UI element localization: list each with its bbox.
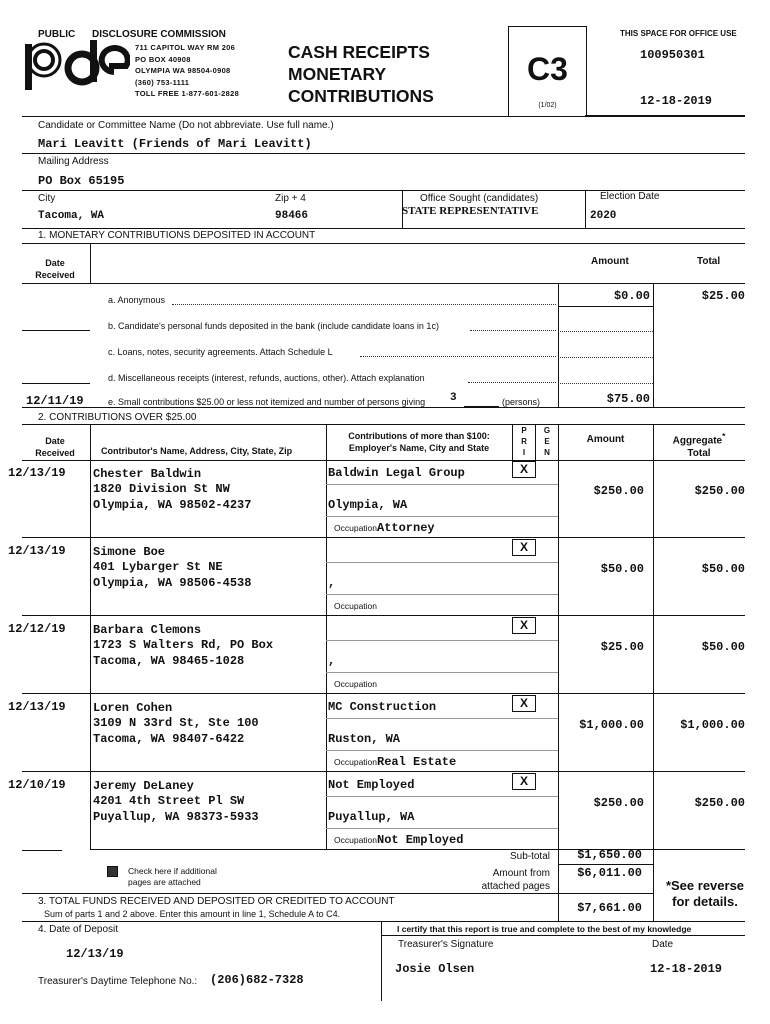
office-sought-label: Office Sought (candidates) [420, 193, 539, 204]
contribution-amount: $250.00 [593, 484, 644, 498]
pri-gen-checkbox[interactable]: X [512, 773, 536, 790]
additional-pages-label-line1: Check here if additional [128, 866, 217, 876]
contribution-amount: $1,000.00 [579, 718, 644, 732]
section2-title: 2. CONTRIBUTIONS OVER $25.00 [38, 412, 197, 423]
candidate-name-label: Candidate or Committee Name (Do not abbreviate. Use full name.) [38, 120, 334, 131]
contributor-city: Tacoma, WA 98465-1028 [93, 654, 245, 668]
mailing-address: PO Box 65195 [38, 174, 125, 188]
contribution-amount: $50.00 [600, 562, 644, 576]
pri-gen-checkbox[interactable]: X [512, 695, 536, 712]
office-sought-value: STATE REPRESENTATIVE [402, 205, 539, 217]
contributor-name: Simone Boe [93, 545, 166, 559]
address-line: (360) 753-1111 [135, 77, 190, 87]
occupation-value: Attorney [377, 521, 435, 535]
office-number: 100950301 [640, 48, 705, 62]
pri-gen-checkbox[interactable]: X [512, 539, 536, 556]
attached-pages-amount: $6,011.00 [577, 866, 642, 880]
address-line: 711 CAPITOL WAY RM 206 [135, 43, 236, 52]
additional-pages-label [128, 866, 217, 888]
aggregate-header-line2: Total [687, 448, 711, 460]
mailing-address-label: Mailing Address [38, 156, 109, 167]
city-value: Tacoma, WA [38, 210, 105, 222]
pdc-logo-icon [22, 38, 130, 90]
election-date-label: Election Date [600, 191, 660, 202]
form-title-line: CONTRIBUTIONS [288, 86, 434, 106]
contributor-city: Puyallup, WA 98373-5933 [93, 810, 259, 824]
occupation-label: Occupation [334, 835, 377, 845]
employer-header-line2: Employer's Name, City and State [348, 443, 490, 453]
pri-header: P R I [521, 426, 527, 457]
occupation-value: Not Employed [377, 833, 464, 847]
section1-title: 1. MONETARY CONTRIBUTIONS DEPOSITED IN ACCOUNT [38, 230, 316, 241]
contributor-city: Olympia, WA 98502-4237 [93, 498, 252, 512]
occupation-value: Real Estate [377, 755, 457, 769]
aggregate-header [653, 430, 745, 460]
section1-total: $25.00 [701, 289, 745, 303]
aggregate-total: $1,000.00 [680, 718, 745, 732]
phone-number: (206)682-7328 [210, 973, 304, 987]
employer-name: Baldwin Legal Group [328, 466, 465, 480]
occupation-field [334, 752, 456, 770]
line-e-persons: 3 [450, 392, 457, 404]
contributor-street: 1723 S Walters Rd, PO Box [93, 638, 274, 652]
contribution-date: 12/13/19 [8, 700, 66, 714]
address-line: TOLL FREE 1-877-601-2828 [135, 89, 240, 98]
line-c-label: c. Loans, notes, security agreements. Attach Schedule L [108, 347, 333, 357]
employer-city: Puyallup, WA [328, 810, 415, 824]
see-reverse-note [655, 878, 755, 910]
contribution-amount: $250.00 [593, 796, 644, 810]
pri-gen-checkbox[interactable]: X [512, 461, 536, 478]
phone-label: Treasurer's Daytime Telephone No.: [38, 976, 198, 987]
section3-title: 3. TOTAL FUNDS RECEIVED AND DEPOSITED OR CREDITED TO ACCOUNT [38, 896, 395, 907]
employer-name: MC Construction [328, 700, 437, 714]
sign-date: 12-18-2019 [650, 962, 723, 976]
contributor-name: Jeremy DeLaney [93, 779, 194, 793]
attached-pages-label [420, 867, 550, 893]
contributor-city: Olympia, WA 98506-4538 [93, 576, 252, 590]
contributor-city: Tacoma, WA 98407-6422 [93, 732, 245, 746]
line-a-amount: $0.00 [613, 289, 650, 303]
signature-label: Treasurer's Signature [398, 939, 494, 950]
aggregate-label: Aggregate [672, 435, 723, 447]
line-e-persons-suffix: (persons) [502, 397, 541, 407]
form-code-box [508, 26, 587, 117]
deposit-date: 12/13/19 [66, 947, 124, 961]
address-line: OLYMPIA WA 98504-0908 [135, 66, 231, 75]
form-title-line: MONETARY [288, 64, 387, 84]
contributor-street: 401 Lybarger St NE [93, 560, 223, 574]
line-e-date: 12/11/19 [26, 394, 84, 408]
candidate-name: Mari Leavitt (Friends of Mari Leavitt) [38, 137, 312, 151]
amount-header: Amount [586, 434, 625, 445]
aggregate-total: $50.00 [701, 562, 745, 576]
employer-city: , [328, 654, 336, 668]
form-title-line: CASH RECEIPTS [288, 42, 430, 62]
see-reverse-line1: *See reverse [665, 878, 745, 893]
aggregate-total: $250.00 [694, 796, 745, 810]
agency-name-right: DISCLOSURE COMMISSION [92, 29, 226, 40]
zip-label: Zip + 4 [275, 193, 306, 204]
subtotal-label: Sub-total [509, 851, 550, 862]
sign-date-label: Date [652, 939, 674, 950]
occupation-label: Occupation [334, 757, 377, 767]
section1-total-header: Total [697, 256, 721, 267]
form-version: (1/02) [538, 102, 557, 109]
contribution-date: 12/10/19 [8, 778, 66, 792]
occupation-label: Occupation [334, 601, 377, 611]
attached-pages-label-line2: attached pages [481, 881, 550, 892]
attached-pages-label-line1: Amount from [492, 868, 550, 879]
agency-name-left: PUBLIC [38, 29, 76, 40]
occupation-label: Occupation [334, 523, 377, 533]
contribution-date: 12/13/19 [8, 466, 66, 480]
certify-statement: I certify that this report is true and complete to the best of my knowledge [397, 924, 692, 934]
line-b-label: b. Candidate's personal funds deposited in the bank (include candidate loans in 1c) [108, 321, 439, 331]
employer-name: Not Employed [328, 778, 415, 792]
line-d-label: d. Miscellaneous receipts (interest, refunds, auctions, other). Attach explanation [108, 373, 425, 383]
see-reverse-line2: for details. [672, 894, 738, 909]
treasurer-signature: Josie Olsen [395, 962, 475, 976]
additional-pages-label-line2: pages are attached [128, 877, 201, 887]
contributor-street: 3109 N 33rd St, Ste 100 [93, 716, 259, 730]
contributor-header: Contributor's Name, Address, City, State, Zip [101, 446, 293, 456]
zip-value: 98466 [275, 210, 309, 222]
employer-city: Ruston, WA [328, 732, 401, 746]
contributor-name: Chester Baldwin [93, 467, 202, 481]
employer-header-line1: Contributions of more than $100: [348, 431, 490, 441]
additional-pages-checkbox[interactable] [107, 866, 118, 877]
aggregate-header-line1: Aggregate* [672, 431, 726, 447]
form-title [288, 41, 434, 107]
pri-gen-checkbox[interactable]: X [512, 617, 536, 634]
section1-amount-header: Amount [591, 256, 629, 267]
gen-header: G E N [543, 426, 551, 457]
occupation-field [334, 674, 377, 692]
occupation-field [334, 596, 377, 614]
contribution-date: 12/13/19 [8, 544, 66, 558]
agency-address [135, 42, 239, 100]
aggregate-total: $250.00 [694, 484, 745, 498]
employer-header [326, 430, 512, 454]
contribution-amount: $25.00 [600, 640, 644, 654]
address-line: PO BOX 40908 [135, 54, 191, 64]
occupation-field [334, 830, 463, 848]
occupation-label: Occupation [334, 679, 377, 689]
city-label: City [38, 193, 56, 204]
office-date: 12-18-2019 [640, 94, 713, 108]
line-a-label: a. Anonymous [108, 295, 166, 305]
form-code: C3 [527, 51, 568, 87]
line-e-amount: $75.00 [606, 392, 650, 406]
contributor-name: Loren Cohen [93, 701, 173, 715]
employer-city: , [328, 576, 336, 590]
contributor-street: 1820 Division St NW [93, 482, 230, 496]
line-e-label: e. Small contributions $25.00 or less not itemized and number of persons giving [108, 397, 426, 407]
section3-total: $7,661.00 [577, 901, 642, 915]
section4-title: 4. Date of Deposit [38, 924, 119, 935]
aggregate-total: $50.00 [701, 640, 745, 654]
contributor-name: Barbara Clemons [93, 623, 202, 637]
election-date-value: 2020 [590, 210, 617, 222]
office-use-label: THIS SPACE FOR OFFICE USE [620, 29, 737, 38]
section1-date-header: Date Received [35, 258, 75, 280]
contributor-street: 4201 4th Street Pl SW [93, 794, 245, 808]
employer-city: Olympia, WA [328, 498, 408, 512]
contribution-date: 12/12/19 [8, 622, 66, 636]
section3-subtitle: Sum of parts 1 and 2 above. Enter this amount in line 1, Schedule A to C4. [44, 909, 341, 919]
section2-date-header: Date Received [35, 436, 75, 458]
occupation-field [334, 518, 435, 536]
subtotal-amount: $1,650.00 [577, 848, 642, 862]
